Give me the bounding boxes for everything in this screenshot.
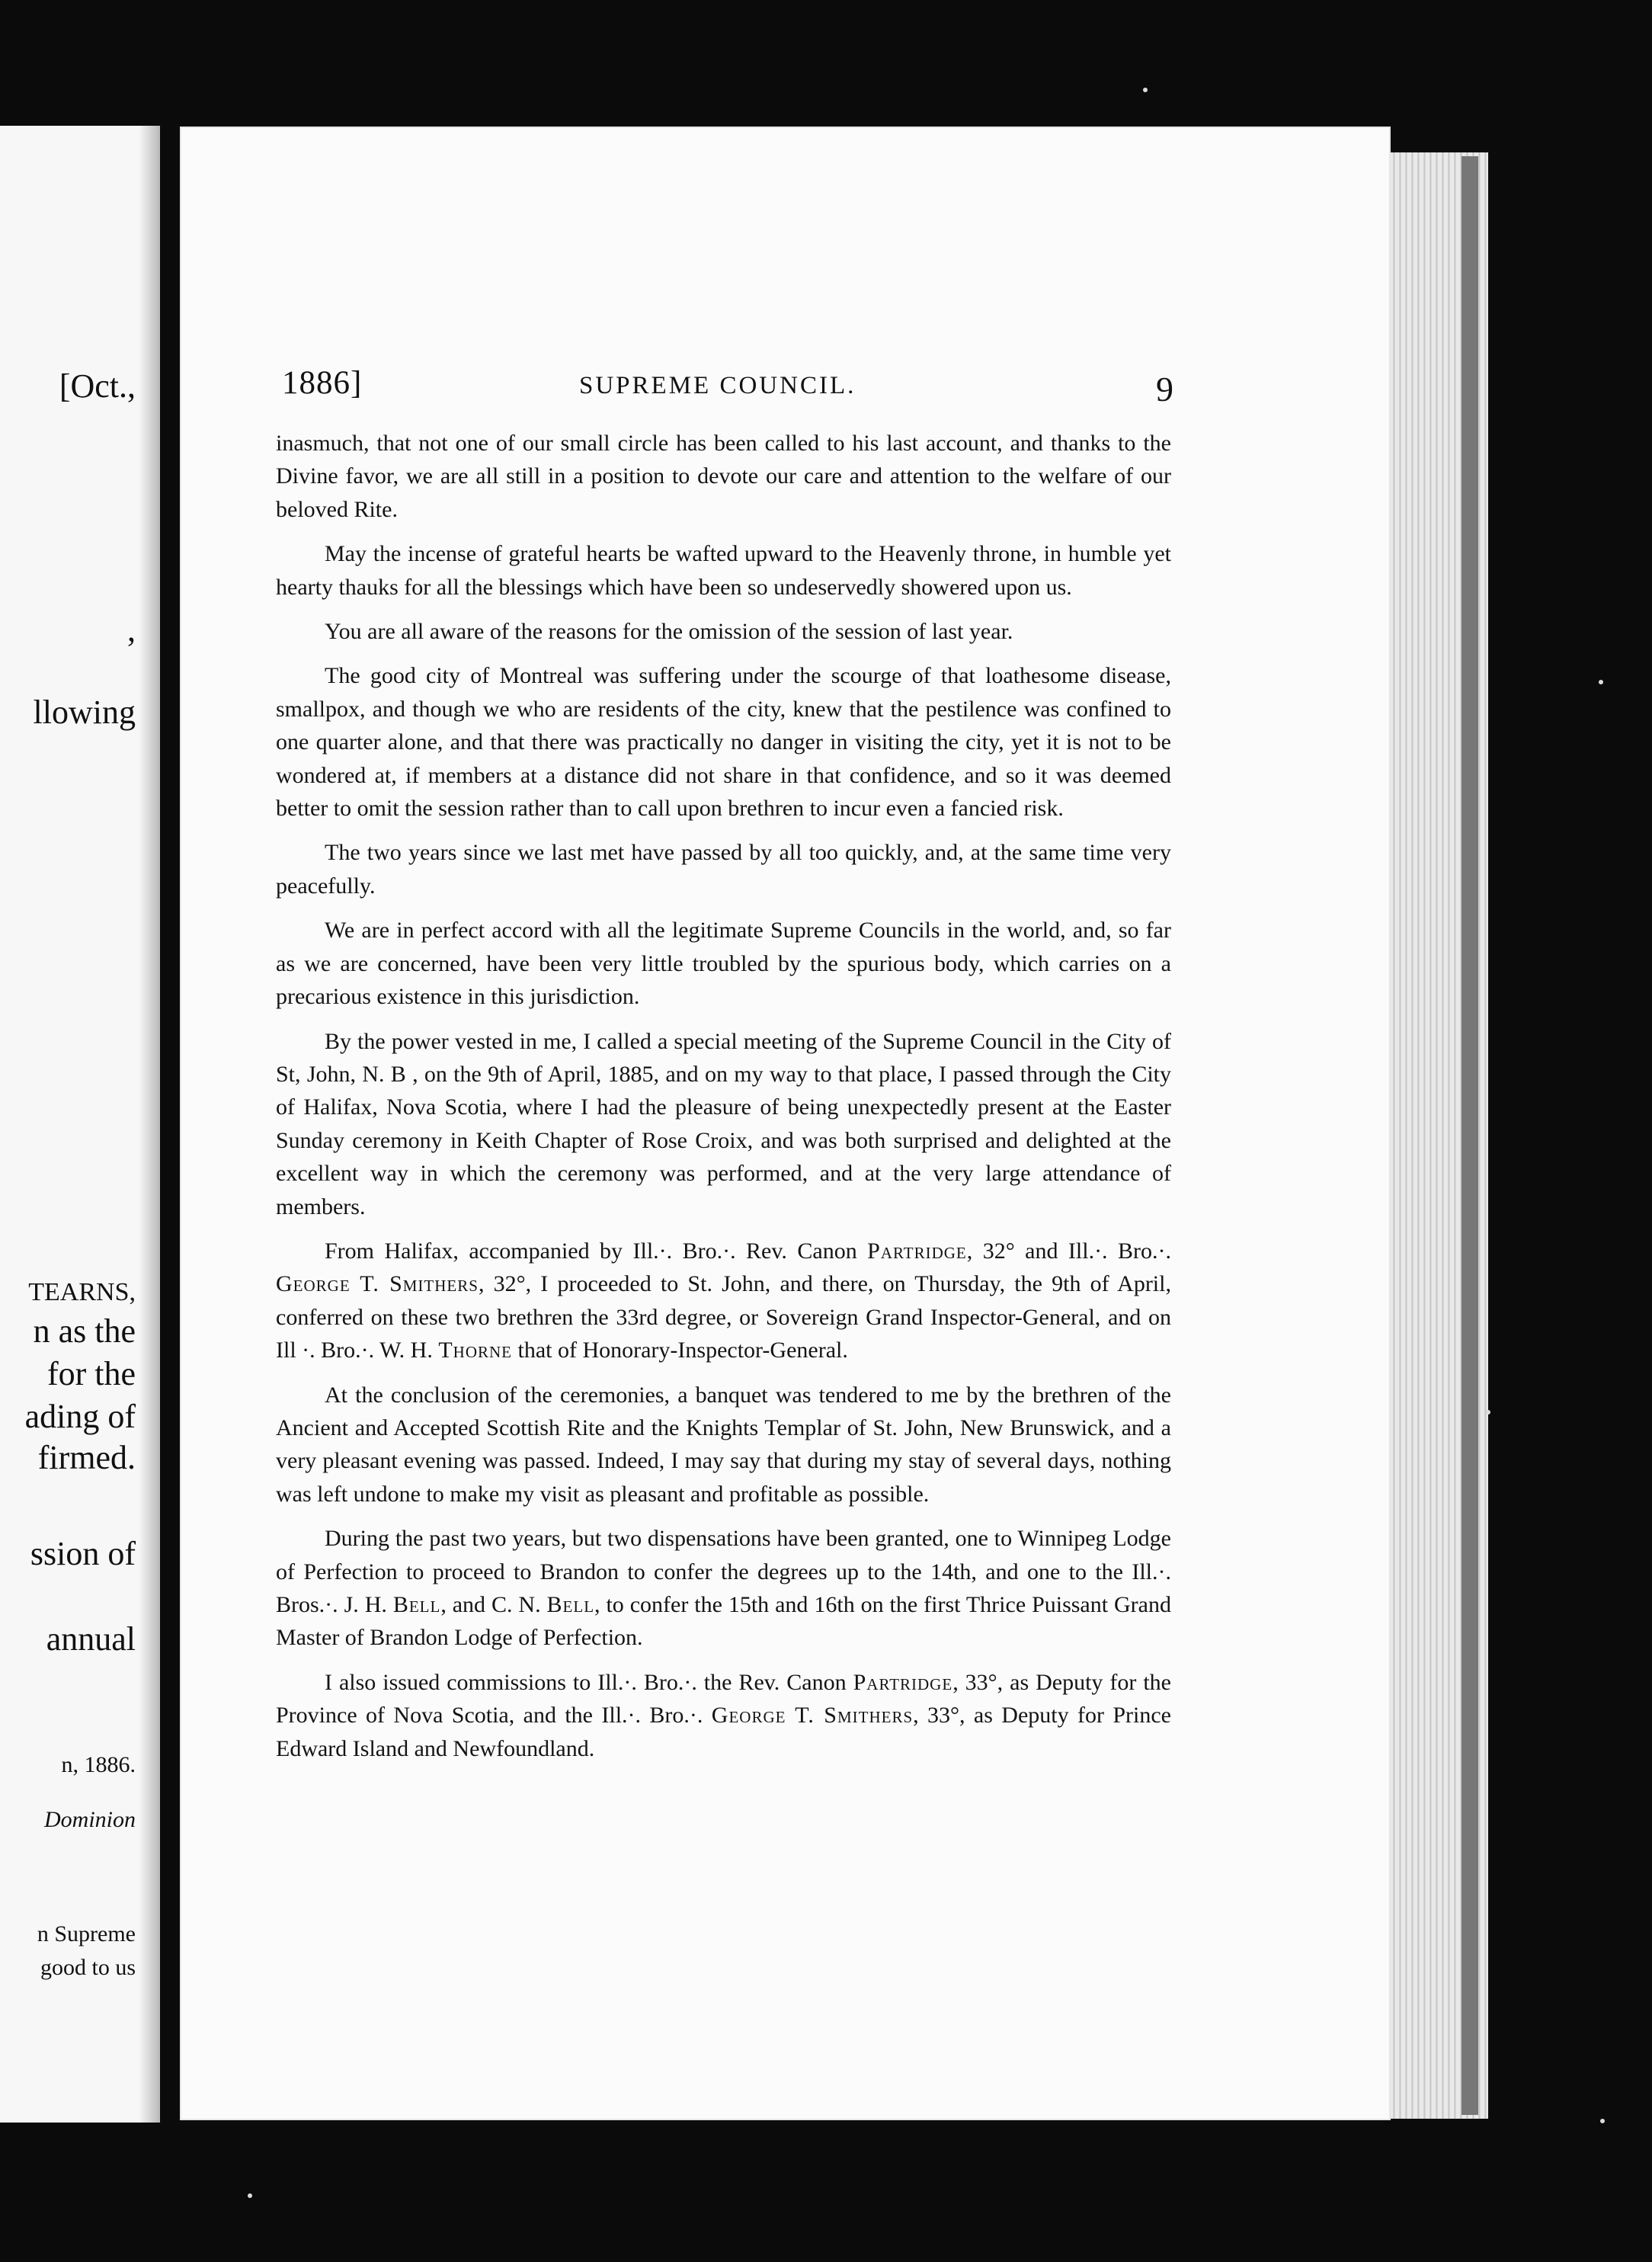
paragraph-1: inasmuch, that not one of our small circle has been called to his last account, and thanks to the Divine favor, we are all still in a position to devote our care and attention to the welfare of our beloved Rite. xyxy=(276,431,1171,522)
p10-text-b: , and C. N. xyxy=(440,1592,547,1617)
p8-text-d: that of Honorary-Inspector-General. xyxy=(511,1338,848,1363)
p11-text-a: I also issued commissions to Ill.·. Bro.·. the Rev. Canon xyxy=(325,1669,853,1695)
paragraph-6: We are in perfect accord with all the legitimate Supreme Councils in the world, and, so far as we are concerned, have been very little troubled by the spurious body, which carries on a precarious existence in this jurisdiction. xyxy=(276,918,1171,1010)
left-fragment-annual: annual xyxy=(46,1620,136,1658)
left-fragment-as-the: n as the xyxy=(33,1312,136,1350)
name-thorne: Thorne xyxy=(438,1338,512,1363)
left-fragment-good-to-us: good to us xyxy=(40,1955,136,1980)
paragraph-2: May the incense of grateful hearts be wafted upward to the Heavenly throne, in humble yet hearty thauks for all the blessings which have been so undeservedly showered upon us. xyxy=(276,541,1171,600)
running-head-year: 1886] xyxy=(282,365,363,401)
left-fragment-firmed: firmed. xyxy=(37,1439,136,1476)
p11-text-b: , 33°, as Deputy for the Province of Nova Scotia, and the Ill.·. Bro.·. xyxy=(276,1669,1172,1729)
body-text xyxy=(276,427,1171,1777)
left-fragment-comma: , xyxy=(127,611,136,649)
p11-text-c: , 33°, as Deputy for Prince Edward Island and Newfoundland. xyxy=(276,1703,1171,1761)
paragraph-5: The two years since we last met have passed by all too quickly, and, at the same time very peacefully. xyxy=(276,840,1171,899)
page-number: 9 xyxy=(1156,370,1173,409)
name-bell-2: Bell xyxy=(546,1592,595,1617)
running-head xyxy=(282,364,1173,410)
page-edge-shadow xyxy=(1462,156,1478,2115)
name-bell-1: Bell xyxy=(392,1592,441,1617)
paragraph-4: The good city of Montreal was suffering under the scourge of that loathesome disease, smallpox, and though we who are residents of the city, knew that the pestilence was confined to one quarter alone, and that there was practically no danger in visiting the city, yet it is not to be wondered at, if members at a distance did not share in that confidence, and so it was deemed better to omit the session rather than to call upon brethren to incur even a fancied risk. xyxy=(276,663,1171,822)
name-partridge-2: Partridge xyxy=(853,1669,953,1695)
name-smithers: George T. Smithers xyxy=(276,1271,479,1297)
left-fragment-oct: [Oct., xyxy=(59,367,136,405)
p8-text-c: , 32°, I proceeded to St. John, and there, on Thursday, the 9th of April, conferred on these two brethren the 33rd degree, or Sovereign Grand Inspector-General, and on Ill ·. Bro.·. W. H. xyxy=(276,1271,1171,1363)
left-fragment-supreme: n Supreme xyxy=(37,1921,136,1946)
paragraph-8 xyxy=(276,1235,1171,1367)
dust-speck xyxy=(1143,88,1148,92)
name-partridge: Partridge xyxy=(867,1238,967,1264)
left-fragment-following: llowing xyxy=(33,694,136,731)
left-fragment-ading-of: ading of xyxy=(24,1398,136,1435)
left-fragment-for-the: for the xyxy=(46,1355,136,1392)
left-fragment-ssion-of: ssion of xyxy=(30,1535,136,1572)
name-smithers-2: George T. Smithers xyxy=(711,1703,914,1729)
running-head-title: SUPREME COUNCIL. xyxy=(579,372,856,399)
left-fragment-date: n, 1886. xyxy=(61,1752,136,1777)
paragraph-7: By the power vested in me, I called a special meeting of the Supreme Council in the City of St, John, N. B , on the 9th of April, 1885, and on my way to that place, I passed through the City of Halifax, Nova Scotia, where I had the pleasure of being unexpectedly present at the Easter Sunday ceremony in Keith Chapter of Rose Croix, and was both surprised and delighted at the excellent way in which the ceremony was performed, and at the very large attendance of members. xyxy=(276,1028,1171,1219)
p8-text-a: From Halifax, accompanied by Ill.·. Bro.·. Rev. Canon xyxy=(325,1238,868,1264)
facing-page xyxy=(0,126,160,2123)
p8-text-b: , 32° and Ill.·. Bro.·. xyxy=(966,1238,1171,1264)
paragraph-3: You are all aware of the reasons for the omission of the session of last year. xyxy=(325,619,1013,645)
gutter-shadow xyxy=(139,126,160,2123)
dust-speck xyxy=(1486,1410,1490,1415)
p10-text-a: During the past two years, but two dispensations have been granted, one to Winnipeg Lodge of Perfection to proceed to Brandon to confer the degrees up to the 14th, and one to the Ill.·. Bros.·. J. H. xyxy=(276,1526,1171,1617)
dust-speck xyxy=(1600,2119,1605,2123)
p10-text-c: , to confer the 15th and 16th on the first Thrice Puissant Grand Master of Brandon Lodge of Perfection. xyxy=(276,1592,1171,1651)
dust-speck xyxy=(1599,680,1603,684)
left-fragment-dominion: Dominion xyxy=(44,1807,136,1832)
paragraph-11 xyxy=(276,1666,1171,1765)
left-fragment-stearns: TEARNS, xyxy=(28,1278,136,1306)
paragraph-9: At the conclusion of the ceremonies, a banquet was tendered to me by the brethren of the Ancient and Accepted Scottish Rite and the Knights Templar of St. John, New Brunswick, and a very pleasant evening was passed. Indeed, I may say that during my stay of several days, nothing was left undone to make my visit as pleasant and profitable as possible. xyxy=(276,1382,1171,1507)
paragraph-10 xyxy=(276,1522,1171,1655)
dust-speck xyxy=(248,2193,252,2198)
